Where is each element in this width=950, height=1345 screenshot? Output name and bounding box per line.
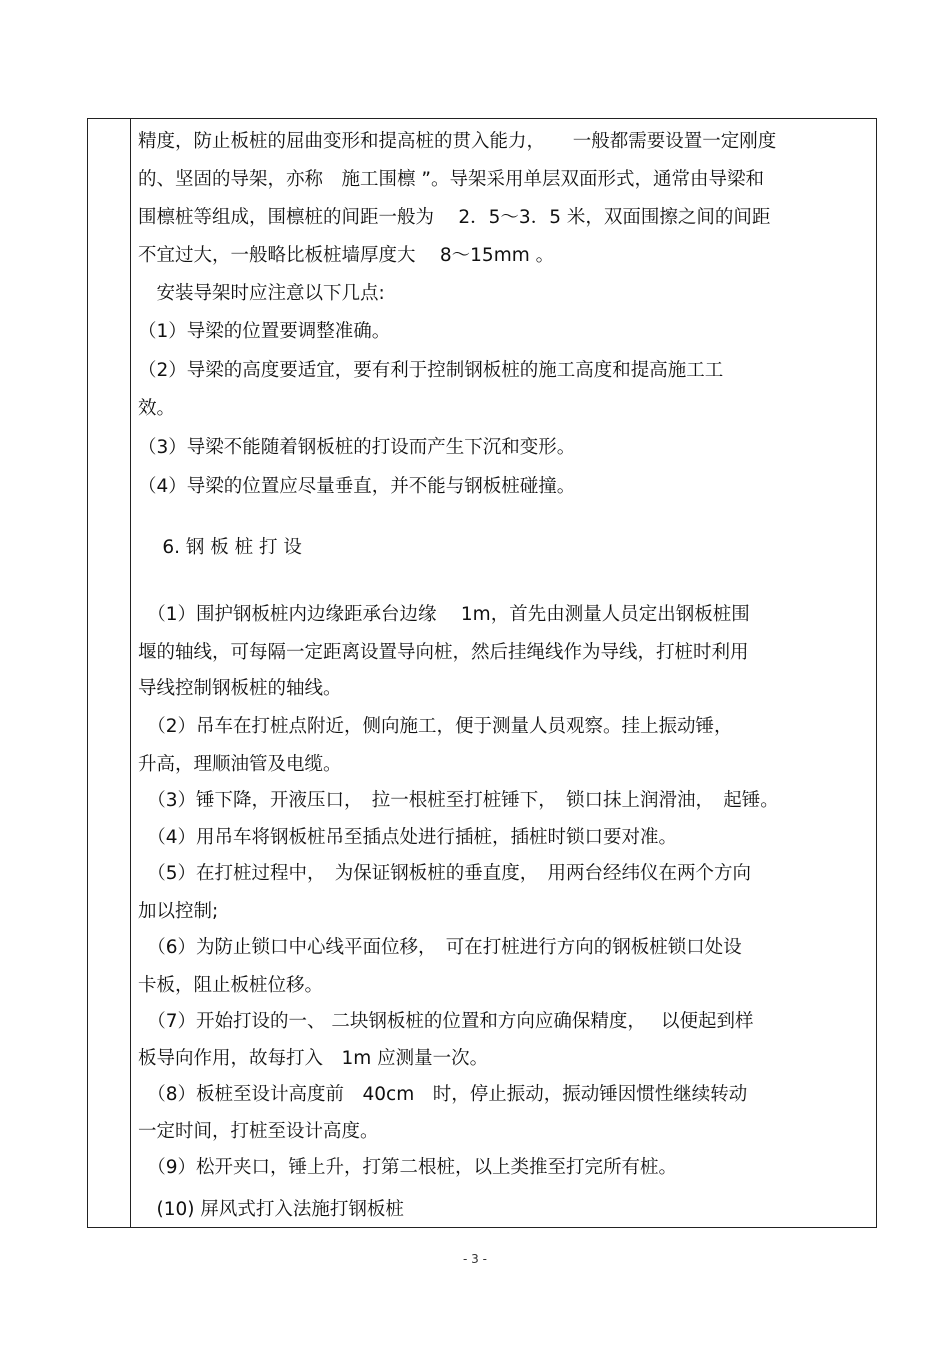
page-number: - 3 - <box>463 1252 487 1266</box>
text-line: 的、坚固的导架，亦称 施工围檩 ”。导架采用单层双面形式，通常由导梁和 <box>138 169 764 190</box>
text-line: 不宜过大，一般略比板桩墙厚度大 8～15mm 。 <box>138 245 555 266</box>
text-line: 安装导架时应注意以下几点: <box>138 283 385 304</box>
text-line: 效。 <box>138 398 176 419</box>
text-line: （9）松开夹口，锤上升，打第二根桩，以上类推至打完所有桩。 <box>138 1157 678 1178</box>
text-line: （1）围护钢板桩内边缘距承台边缘 1m，首先由测量人员定出钢板桩围 <box>138 604 750 625</box>
text-line: （4）用吊车将钢板桩吊至插点处进行插桩，插桩时锁口要对准。 <box>138 827 678 848</box>
text-line: 升高，理顺油管及电缆。 <box>138 754 342 775</box>
text-line: (10) 屏风式打入法施打钢板桩 <box>138 1199 404 1220</box>
text-line: （8）板桩至设计高度前 40cm 时，停止振动，振动锤因惯性继续转动 <box>138 1084 748 1105</box>
text-line: 围檩桩等组成，围檩桩的间距一般为 2．5～3．5 米，双面围擦之间的间距 <box>138 207 771 228</box>
text-line: 导线控制钢板桩的轴线。 <box>138 678 342 699</box>
text-line: （3）锤下降，开液压口， 拉一根桩至打桩锤下， 锁口抹上润滑油， 起锤。 <box>138 790 779 811</box>
table-column-divider <box>130 118 131 1228</box>
text-line: 卡板，阻止板桩位移。 <box>138 975 324 996</box>
section-heading: 6. 钢 板 桩 打 设 <box>138 537 302 558</box>
text-line: （4）导梁的位置应尽量垂直，并不能与钢板桩碰撞。 <box>138 476 576 497</box>
text-line: 一定时间，打桩至设计高度。 <box>138 1121 379 1142</box>
text-line: （5）在打桩过程中， 为保证钢板桩的垂直度， 用两台经纬仪在两个方向 <box>138 863 752 884</box>
text-line: （3）导梁不能随着钢板桩的打设而产生下沉和变形。 <box>138 437 576 458</box>
text-line: 板导向作用，故每打入 1m 应测量一次。 <box>138 1048 489 1069</box>
text-line: （1）导梁的位置要调整准确。 <box>138 321 391 342</box>
text-line: 精度，防止板桩的屈曲变形和提高桩的贯入能力， 一般都需要设置一定刚度 <box>138 131 777 152</box>
text-line: 加以控制; <box>138 901 219 922</box>
text-line: （2）导梁的高度要适宜，要有利于控制钢板桩的施工高度和提高施工工 <box>138 360 724 381</box>
text-line: （2）吊车在打桩点附近，侧向施工，便于测量人员观察。挂上振动锤， <box>138 716 733 737</box>
text-line: （7）开始打设的一、 二块钢板桩的位置和方向应确保精度， 以便起到样 <box>138 1011 754 1032</box>
text-line: （6）为防止锁口中心线平面位移， 可在打桩进行方向的钢板桩锁口处设 <box>138 937 742 958</box>
text-line: 堰的轴线，可每隔一定距离设置导向桩，然后挂绳线作为导线，打桩时利用 <box>138 642 749 663</box>
